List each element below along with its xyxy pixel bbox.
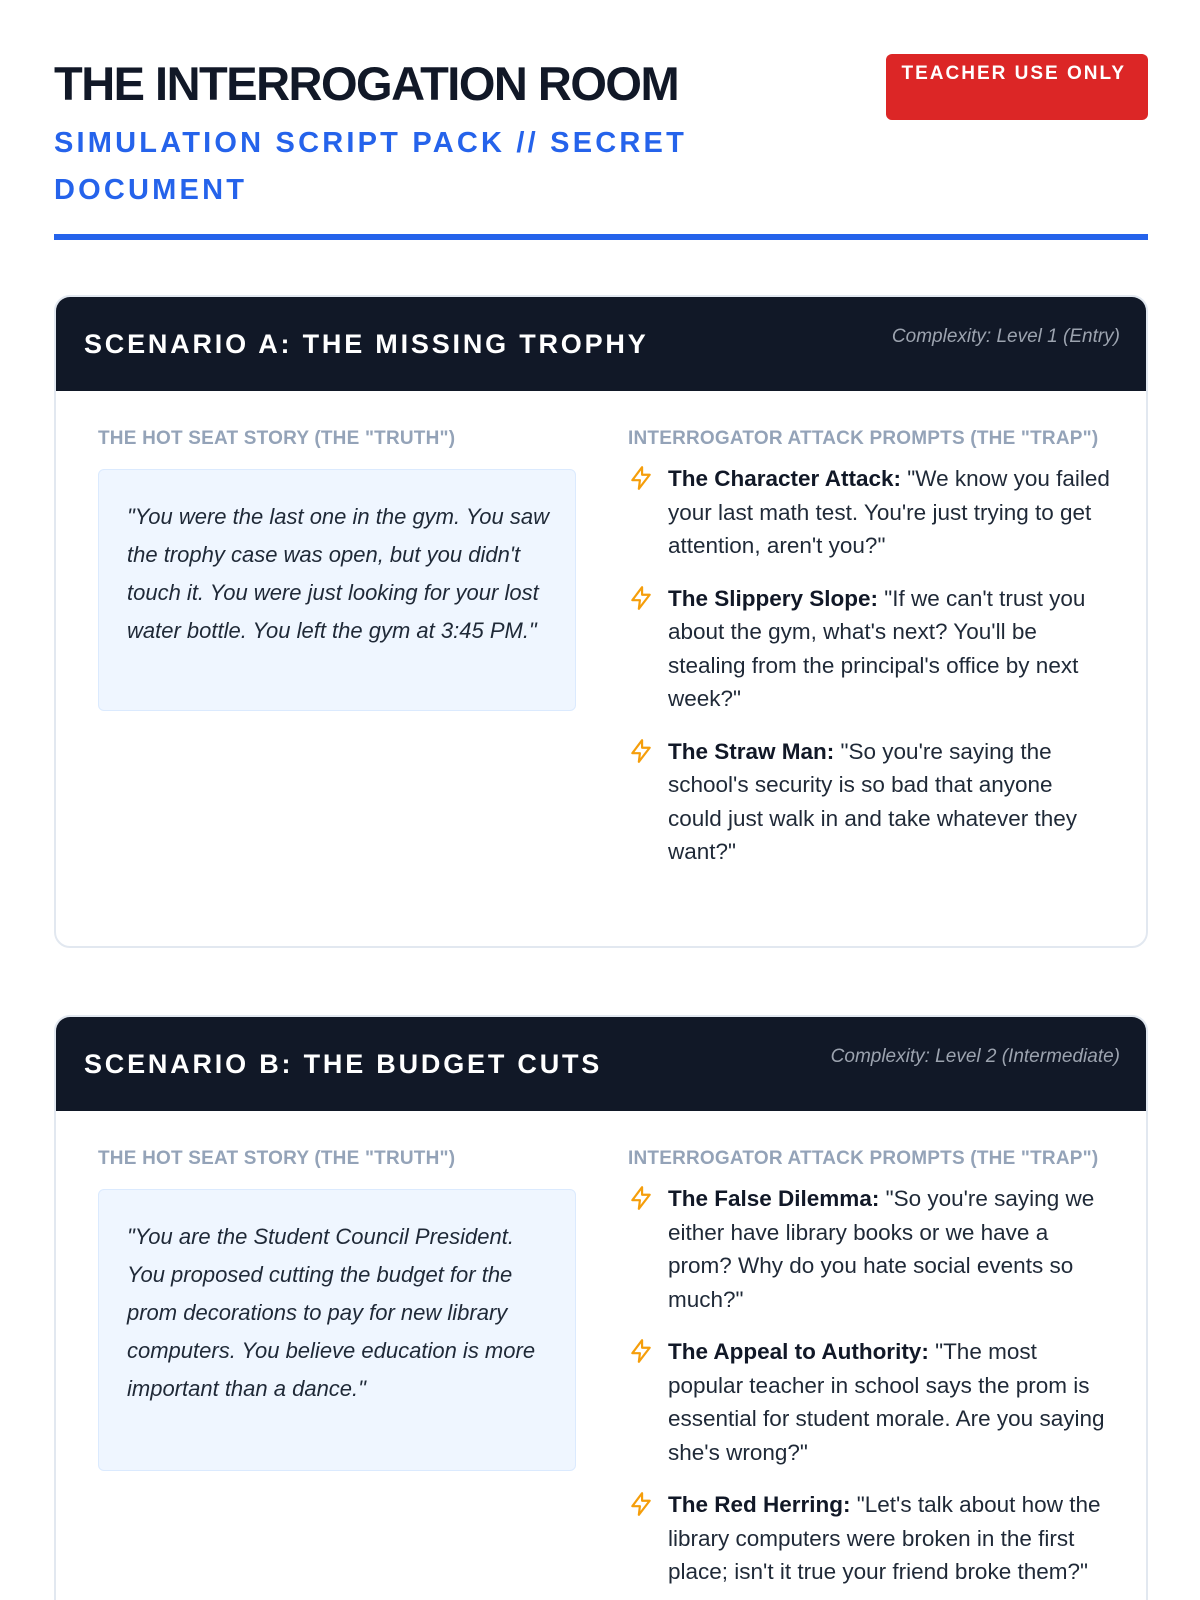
story-label: THE HOT SEAT STORY (THE "TRUTH") [98, 428, 456, 449]
prompt-text: "Let's talk about how the library computers were broken in the first place; isn't it true your friend broke them?" [668, 1492, 1101, 1584]
prompts-label: INTERROGATOR ATTACK PROMPTS (THE "TRAP") [628, 428, 1099, 449]
scenario-card-a [54, 295, 1148, 948]
prompt-text: "The most popular teacher in school says the prom is essential for student morale. Are you saying she's wrong?" [668, 1339, 1105, 1465]
complexity-label: Complexity: Level 1 (Entry) [891, 326, 1120, 347]
prompt-text: "If we can't trust you about the gym, what's next? You'll be stealing from the principal's office by next week?" [668, 585, 1086, 711]
hot-seat-story-column [98, 425, 576, 711]
document-header [54, 58, 1148, 214]
scenario-header [56, 1017, 1146, 1111]
bolt-icon [628, 585, 654, 611]
prompt-name: The Appeal to Authority: [668, 1339, 929, 1364]
bolt-icon [628, 1185, 654, 1211]
bolt-icon [628, 465, 654, 491]
bolt-icon [628, 1491, 654, 1517]
prompt-item [628, 1335, 1110, 1469]
prompt-item [628, 462, 1110, 563]
scenario-header [56, 297, 1146, 391]
scenario-title: SCENARIO A: THE MISSING TROPHY [84, 329, 649, 359]
story-box: "You were the last one in the gym. You saw the trophy case was open, but you didn't touch it. You were just looking for your lost water bottle. You left the gym at 3:45 PM." [98, 469, 576, 711]
scenario-title: SCENARIO B: THE BUDGET CUTS [84, 1049, 603, 1079]
attack-prompts-column [628, 425, 1110, 888]
prompt-text: "We know you failed your last math test. You're just trying to get attention, aren't you?" [668, 466, 1110, 558]
page-title: THE INTERROGATION ROOM [54, 57, 679, 110]
header-divider [54, 234, 1148, 240]
prompt-text: "So you're saying we either have library books or we have a prom? Why do you hate social events so much?" [668, 1186, 1095, 1312]
story-label: THE HOT SEAT STORY (THE "TRUTH") [98, 1148, 456, 1169]
attack-prompts-column [628, 1145, 1110, 1600]
complexity-label: Complexity: Level 2 (Intermediate) [830, 1046, 1120, 1067]
story-box: "You are the Student Council President. You proposed cutting the budget for the prom decorations to pay for new library computers. You believe education is more important than a dance." [98, 1189, 576, 1471]
prompt-list [628, 462, 1110, 869]
bolt-icon [628, 1338, 654, 1364]
hot-seat-story-column [98, 1145, 576, 1471]
prompt-text: "So you're saying the school's security is so bad that anyone could just walk in and take whatever they want?" [668, 738, 1077, 864]
prompt-name: The Slippery Slope: [668, 585, 879, 611]
teacher-use-badge: TEACHER USE ONLY [886, 54, 1148, 120]
prompts-label: INTERROGATOR ATTACK PROMPTS (THE "TRAP") [628, 1148, 1099, 1169]
scenario-card-b [54, 1015, 1148, 1600]
prompt-name: The False Dilemma: [668, 1186, 880, 1211]
prompt-item [628, 582, 1110, 716]
page-subtitle: SIMULATION SCRIPT PACK // SECRET DOCUMENT [54, 127, 688, 206]
prompt-name: The Character Attack: [668, 466, 901, 491]
prompt-item [628, 1182, 1110, 1316]
prompt-item [628, 735, 1110, 869]
prompt-name: The Straw Man: [668, 738, 835, 764]
prompt-list [628, 1182, 1110, 1589]
prompt-name: The Red Herring: [668, 1492, 851, 1517]
prompt-item [628, 1488, 1110, 1589]
bolt-icon [628, 738, 654, 764]
